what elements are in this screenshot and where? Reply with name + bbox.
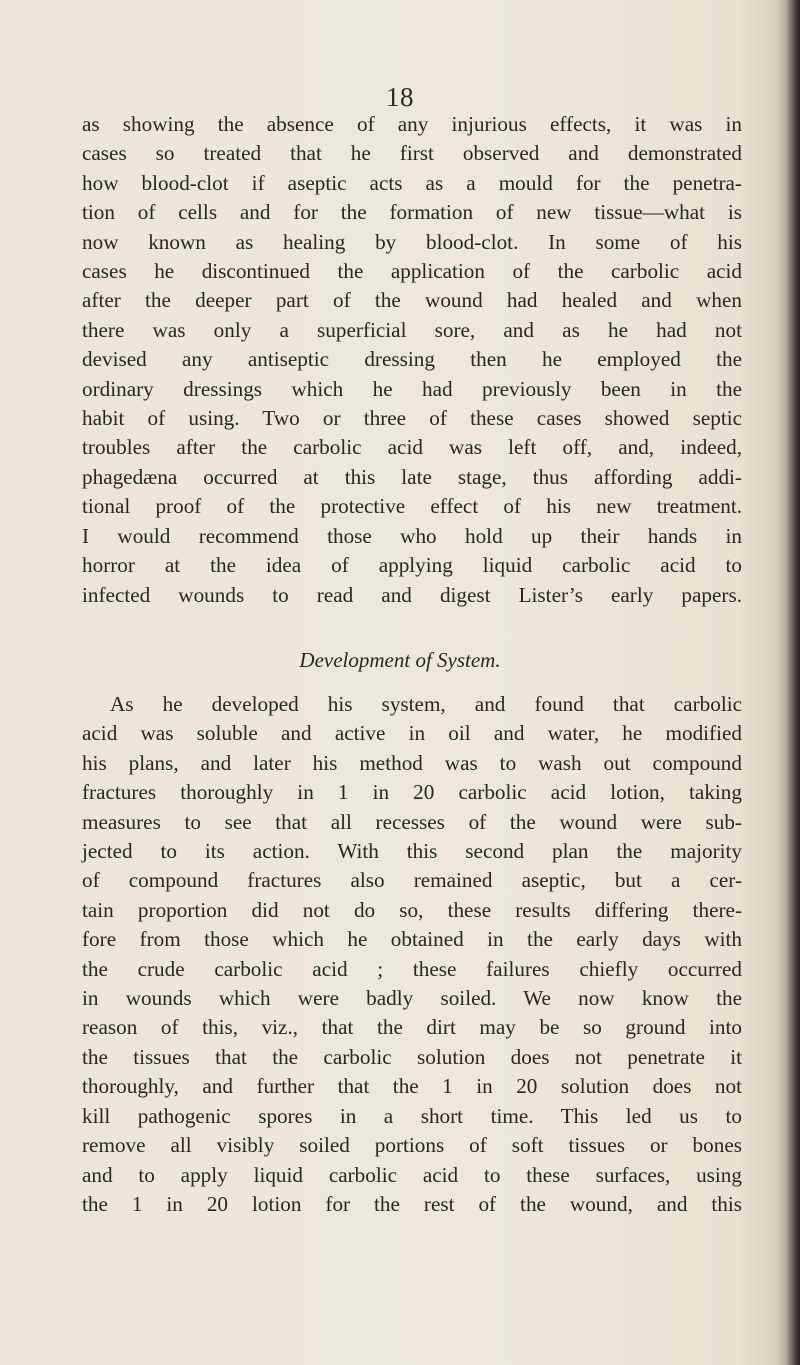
- text-line: the tissues that the carbolic solution does not penetrate it: [82, 1044, 742, 1069]
- text-line: the 1 in 20 lotion for the rest of the wound, and this: [82, 1191, 742, 1216]
- text-line: cases so treated that he first observed and demonstrated: [82, 141, 742, 166]
- text-line: tional proof of the protective effect of his new treatment.: [82, 494, 742, 519]
- text-line: the crude carbolic acid ; these failures chiefly occurred: [82, 956, 742, 981]
- text-line: in wounds which were badly soiled. We now know the: [82, 986, 742, 1011]
- text-line: measures to see that all recesses of the wound were sub-: [82, 809, 742, 834]
- text-line: now known as healing by blood-clot. In some of his: [82, 229, 742, 254]
- text-line: as showing the absence of any injurious effects, it was in: [82, 112, 742, 136]
- text-line: horror at the idea of applying liquid carbolic acid to: [82, 553, 742, 578]
- text-line: tion of cells and for the formation of new tissue—what is: [82, 200, 742, 225]
- paragraph-1: [82, 110, 742, 610]
- text-line: cases he discontinued the application of the carbolic acid: [82, 259, 742, 284]
- text-line: fore from those which he obtained in the early days with: [82, 927, 742, 952]
- text-line: As he developed his system, and found that carbolic: [110, 692, 742, 716]
- text-line: I would recommend those who hold up their hands in: [82, 523, 742, 548]
- text-line: thoroughly, and further that the 1 in 20 solution does not: [82, 1074, 742, 1099]
- text-line: troubles after the carbolic acid was left off, and, indeed,: [82, 435, 742, 460]
- text-line: after the deeper part of the wound had healed and when: [82, 288, 742, 313]
- text-line: fractures thoroughly in 1 in 20 carbolic acid lotion, taking: [82, 780, 742, 805]
- text-line: tain proportion did not do so, these results differing there-: [82, 897, 742, 922]
- page-number: 18: [386, 82, 414, 112]
- text-line: habit of using. Two or three of these cases showed septic: [82, 406, 742, 431]
- page-edge-shadow: [786, 0, 800, 1365]
- text-line: remove all visibly soiled portions of soft tissues or bones: [82, 1133, 742, 1158]
- text-line: ordinary dressings which he had previously been in the: [82, 376, 742, 401]
- text-line: infected wounds to read and digest Lister’s early papers.: [82, 582, 742, 607]
- text-line: jected to its action. With this second plan the majority: [82, 839, 742, 864]
- text-line: of compound fractures also remained aseptic, but a cer-: [82, 868, 742, 893]
- text-line: how blood-clot if aseptic acts as a mould for the penetra-: [82, 170, 742, 195]
- text-line: and to apply liquid carbolic acid to these surfaces, using: [82, 1162, 742, 1187]
- text-line: kill pathogenic spores in a short time. This led us to: [82, 1103, 742, 1128]
- text-line: acid was soluble and active in oil and water, he modified: [82, 721, 742, 746]
- text-line: reason of this, viz., that the dirt may be so ground into: [82, 1015, 742, 1040]
- text-line: there was only a superficial sore, and as he had not: [82, 317, 742, 342]
- paragraph-2: [82, 690, 742, 1219]
- text-line: phagedæna occurred at this late stage, thus affording addi-: [82, 464, 742, 489]
- text-line: his plans, and later his method was to wash out compound: [82, 750, 742, 775]
- text-line: devised any antiseptic dressing then he employed the: [82, 347, 742, 372]
- section-heading: Development of System.: [299, 648, 501, 672]
